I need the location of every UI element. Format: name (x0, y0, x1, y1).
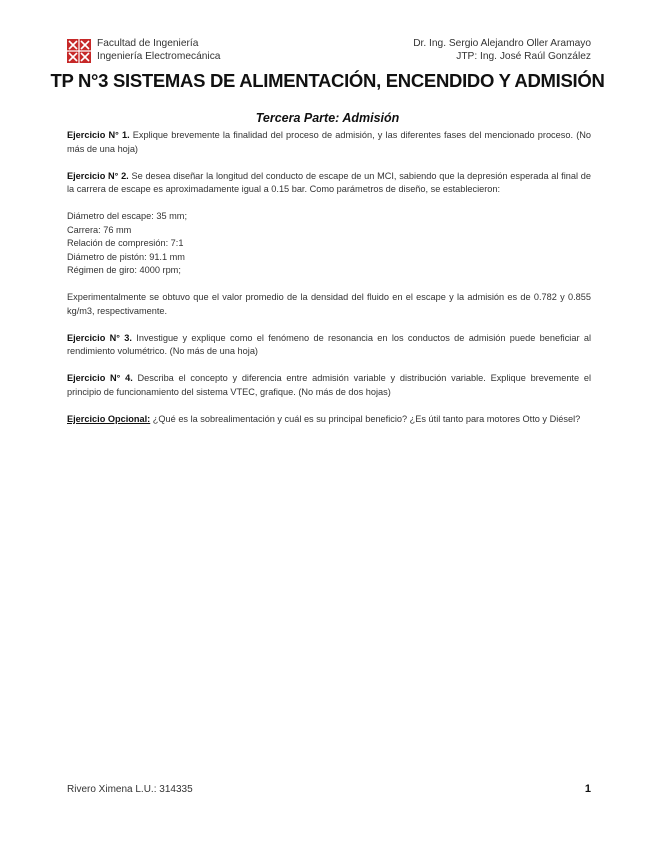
exercise-3 (67, 332, 591, 359)
professor-name: Dr. Ing. Sergio Alejandro Oller Aramayo (413, 38, 591, 49)
exercise-2-text: Se desea diseñar la longitud del conducto de escape de un MCI, sabiendo que la depresión esperada al final de la carrera de escape es aproximadamente igual a 0.15 bar. Como parámetros de diseño, se establecieron: (67, 170, 591, 194)
param-line: Diámetro del escape: 35 mm; (67, 211, 187, 221)
exercise-1-text: Explique brevemente la finalidad del proceso de admisión, y las diferentes fases del mencionado proceso. (No más de una hoja) (67, 130, 591, 154)
document-title: TP N°3 SISTEMAS DE ALIMENTACIÓN, ENCENDIDO Y ADMISIÓN (50, 70, 605, 91)
page-number: 1 (584, 783, 591, 795)
exercise-2 (67, 170, 591, 197)
page-header (67, 37, 591, 65)
param-line: Diámetro de pistón: 91.1 mm (67, 251, 185, 262)
exercise-1 (67, 129, 591, 156)
param-line: Régimen de giro: 4000 rpm; (67, 265, 181, 275)
exercise-4-text: Describa el concepto y diferencia entre admisión variable y distribución variable. Explique brevemente el principio de funcionamiento del sistema VTEC, grafique. (No más de dos hojas) (67, 373, 591, 397)
exercise-1-label: Ejercicio N° 1. (67, 130, 130, 140)
exercise-4 (67, 372, 591, 399)
department-name: Ingeniería Electromecánica (97, 50, 221, 62)
document-body (67, 129, 591, 426)
university-logo-icon (67, 39, 91, 63)
exercise-2-label: Ejercicio N° 2. (67, 170, 129, 181)
professor-info (413, 38, 591, 63)
institution-name: Facultad de Ingeniería (97, 38, 199, 49)
footer-author: Rivero Ximena L.U.: 314335 (67, 784, 193, 795)
param-line: Carrera: 76 mm (67, 224, 132, 235)
exercise-3-text: Investigue y explique como el fenómeno de resonancia en los conductos de admisión puede beneficiar al rendimiento volumétrico. (No más de una hoja) (67, 332, 591, 356)
institution-info (97, 38, 220, 63)
document-subtitle: Tercera Parte: Admisión (255, 111, 400, 125)
assistant-name: JTP: Ing. José Raúl González (456, 50, 591, 62)
exercise-optional (67, 413, 591, 427)
exercise-optional-text: ¿Qué es la sobrealimentación y cuál es su principal beneficio? ¿Es útil tanto para motores Otto y Diésel? (150, 413, 581, 424)
exercise-4-label: Ejercicio N° 4. (67, 373, 133, 383)
exercise-3-label: Ejercicio N° 3. (67, 332, 132, 343)
exercise-optional-label: Ejercicio Opcional: (67, 413, 151, 424)
param-line: Relación de compresión: 7:1 (67, 238, 184, 248)
exercise-2-note: Experimentalmente se obtuvo que el valor promedio de la densidad del fluido en el escape y la admisión es de 0.782 y 0.855 kg/m3, respectivamente. (67, 292, 591, 316)
